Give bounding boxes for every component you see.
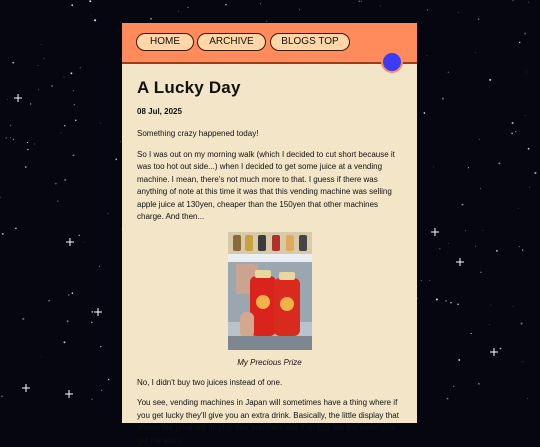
- star: [115, 159, 117, 161]
- blogs-top-button[interactable]: BLOGS TOP: [270, 33, 350, 51]
- star: [519, 246, 520, 247]
- star: [429, 280, 430, 281]
- post-paragraph: So I was out on my morning walk (which I decided to cut short because it was too hot out side...) when I decided to get some juice at a vending machine. I mean, there's not much more to that. I guess if there was anything of note at this time it was that this vending machine was selling apple juice at 130yen, cheaper than the 150yen that other machines charge. And then...: [137, 149, 395, 221]
- star: [480, 188, 481, 189]
- star: [426, 55, 427, 56]
- star: [94, 19, 96, 21]
- star: [478, 18, 480, 20]
- star: [529, 187, 530, 188]
- star: [5, 137, 7, 139]
- bright-star: [490, 348, 498, 356]
- star: [524, 33, 526, 35]
- star: [101, 390, 102, 391]
- star: [427, 9, 428, 10]
- post-content: [122, 64, 417, 447]
- star: [91, 15, 92, 16]
- star: [2, 233, 4, 235]
- star: [38, 89, 39, 90]
- star: [439, 248, 440, 249]
- bright-star: [14, 94, 22, 102]
- star: [89, 0, 91, 2]
- star: [70, 72, 72, 74]
- star: [10, 125, 12, 127]
- star: [447, 398, 449, 400]
- star: [41, 44, 42, 45]
- star: [458, 359, 460, 361]
- star: [526, 72, 527, 73]
- star: [479, 139, 480, 140]
- star: [450, 302, 452, 304]
- archive-button[interactable]: ARCHIVE: [197, 33, 266, 51]
- star: [465, 230, 466, 231]
- star: [63, 76, 64, 77]
- star: [91, 322, 93, 324]
- bright-star: [65, 390, 73, 398]
- star: [15, 227, 17, 229]
- post-title: A Lucky Day: [137, 78, 241, 97]
- star: [1, 396, 3, 398]
- star: [266, 21, 267, 22]
- star: [100, 346, 101, 347]
- star: [518, 208, 519, 209]
- star: [519, 42, 520, 43]
- star: [436, 298, 438, 300]
- star: [528, 2, 529, 3]
- star: [433, 167, 434, 168]
- star: [299, 9, 300, 10]
- star: [498, 162, 500, 164]
- star: [512, 0, 513, 1]
- star: [522, 249, 523, 250]
- star: [0, 197, 1, 198]
- star: [478, 383, 479, 384]
- star: [84, 242, 85, 243]
- star: [78, 235, 79, 236]
- bright-star: [22, 384, 30, 392]
- star: [525, 115, 526, 116]
- star: [73, 104, 75, 106]
- star: [359, 1, 360, 2]
- bright-star: [66, 238, 74, 246]
- star: [521, 322, 523, 324]
- star: [80, 67, 81, 68]
- photo-caption: My Precious Prize: [237, 357, 302, 367]
- star: [61, 133, 62, 134]
- star: [55, 183, 57, 185]
- home-button[interactable]: HOME: [136, 33, 194, 51]
- star: [462, 204, 464, 206]
- bright-star: [431, 228, 439, 236]
- star: [489, 79, 491, 81]
- star: [150, 18, 152, 20]
- star: [7, 99, 8, 100]
- star: [482, 230, 483, 231]
- juice-photo: [228, 232, 312, 350]
- star: [68, 294, 70, 296]
- star: [44, 58, 45, 59]
- bright-star: [456, 258, 464, 266]
- star: [27, 142, 28, 143]
- star: [91, 399, 92, 400]
- star: [534, 172, 536, 174]
- star: [453, 386, 454, 387]
- star: [73, 90, 74, 91]
- star: [30, 103, 31, 104]
- star: [12, 62, 14, 64]
- star: [480, 272, 481, 273]
- star: [424, 112, 426, 114]
- star: [120, 141, 121, 142]
- star: [72, 292, 74, 294]
- star: [470, 333, 471, 334]
- star: [522, 361, 523, 362]
- scroll-indicator-dot: [381, 51, 403, 73]
- post-paragraph: No, I didn't buy two juices instead of one.: [137, 377, 283, 387]
- star: [51, 85, 53, 87]
- star: [64, 179, 66, 181]
- post-paragraph: Something crazy happened today!: [137, 129, 259, 138]
- star: [57, 200, 58, 201]
- star: [64, 341, 66, 343]
- star: [38, 65, 39, 66]
- star: [468, 167, 469, 168]
- star: [27, 149, 28, 150]
- star: [513, 306, 514, 307]
- star: [64, 125, 65, 126]
- star: [67, 320, 69, 322]
- star: [13, 139, 15, 141]
- star: [528, 148, 530, 150]
- star: [22, 318, 24, 320]
- star: [457, 303, 459, 305]
- star: [512, 122, 514, 124]
- post-date: 08 Jul, 2025: [137, 107, 182, 116]
- star: [25, 166, 27, 168]
- star: [71, 4, 73, 6]
- star: [41, 356, 42, 357]
- star: [527, 398, 528, 399]
- bright-star: [94, 308, 102, 316]
- star: [500, 348, 502, 350]
- star: [380, 6, 381, 7]
- star: [353, 3, 354, 4]
- star: [48, 300, 50, 302]
- star: [99, 266, 100, 267]
- star: [361, 1, 362, 2]
- star: [73, 154, 75, 156]
- star: [34, 144, 35, 145]
- star: [187, 7, 188, 8]
- star: [442, 98, 444, 100]
- star: [178, 11, 179, 12]
- star: [475, 52, 476, 53]
- post-paragraph: You see, vending machines in Japan will sometimes have a thing where if you get lucky they'll give you an extra drink. Basically, the little display that shows the price will display four numbers and if all four are the same you get the extra...: [137, 398, 399, 445]
- star: [475, 246, 476, 247]
- star: [225, 4, 227, 6]
- star: [448, 72, 449, 73]
- star: [489, 324, 490, 325]
- star: [10, 137, 11, 138]
- star: [91, 311, 93, 313]
- blog-post-card: [122, 23, 417, 445]
- star: [458, 12, 459, 13]
- star: [108, 213, 109, 214]
- star: [511, 133, 513, 135]
- star: [491, 305, 492, 306]
- star: [515, 131, 516, 132]
- nav-bar: [122, 23, 417, 64]
- star: [421, 280, 422, 281]
- star: [445, 300, 446, 301]
- star: [100, 123, 101, 124]
- star: [260, 3, 261, 4]
- star: [448, 243, 449, 244]
- star: [108, 379, 110, 381]
- star: [75, 119, 77, 121]
- star: [496, 250, 498, 252]
